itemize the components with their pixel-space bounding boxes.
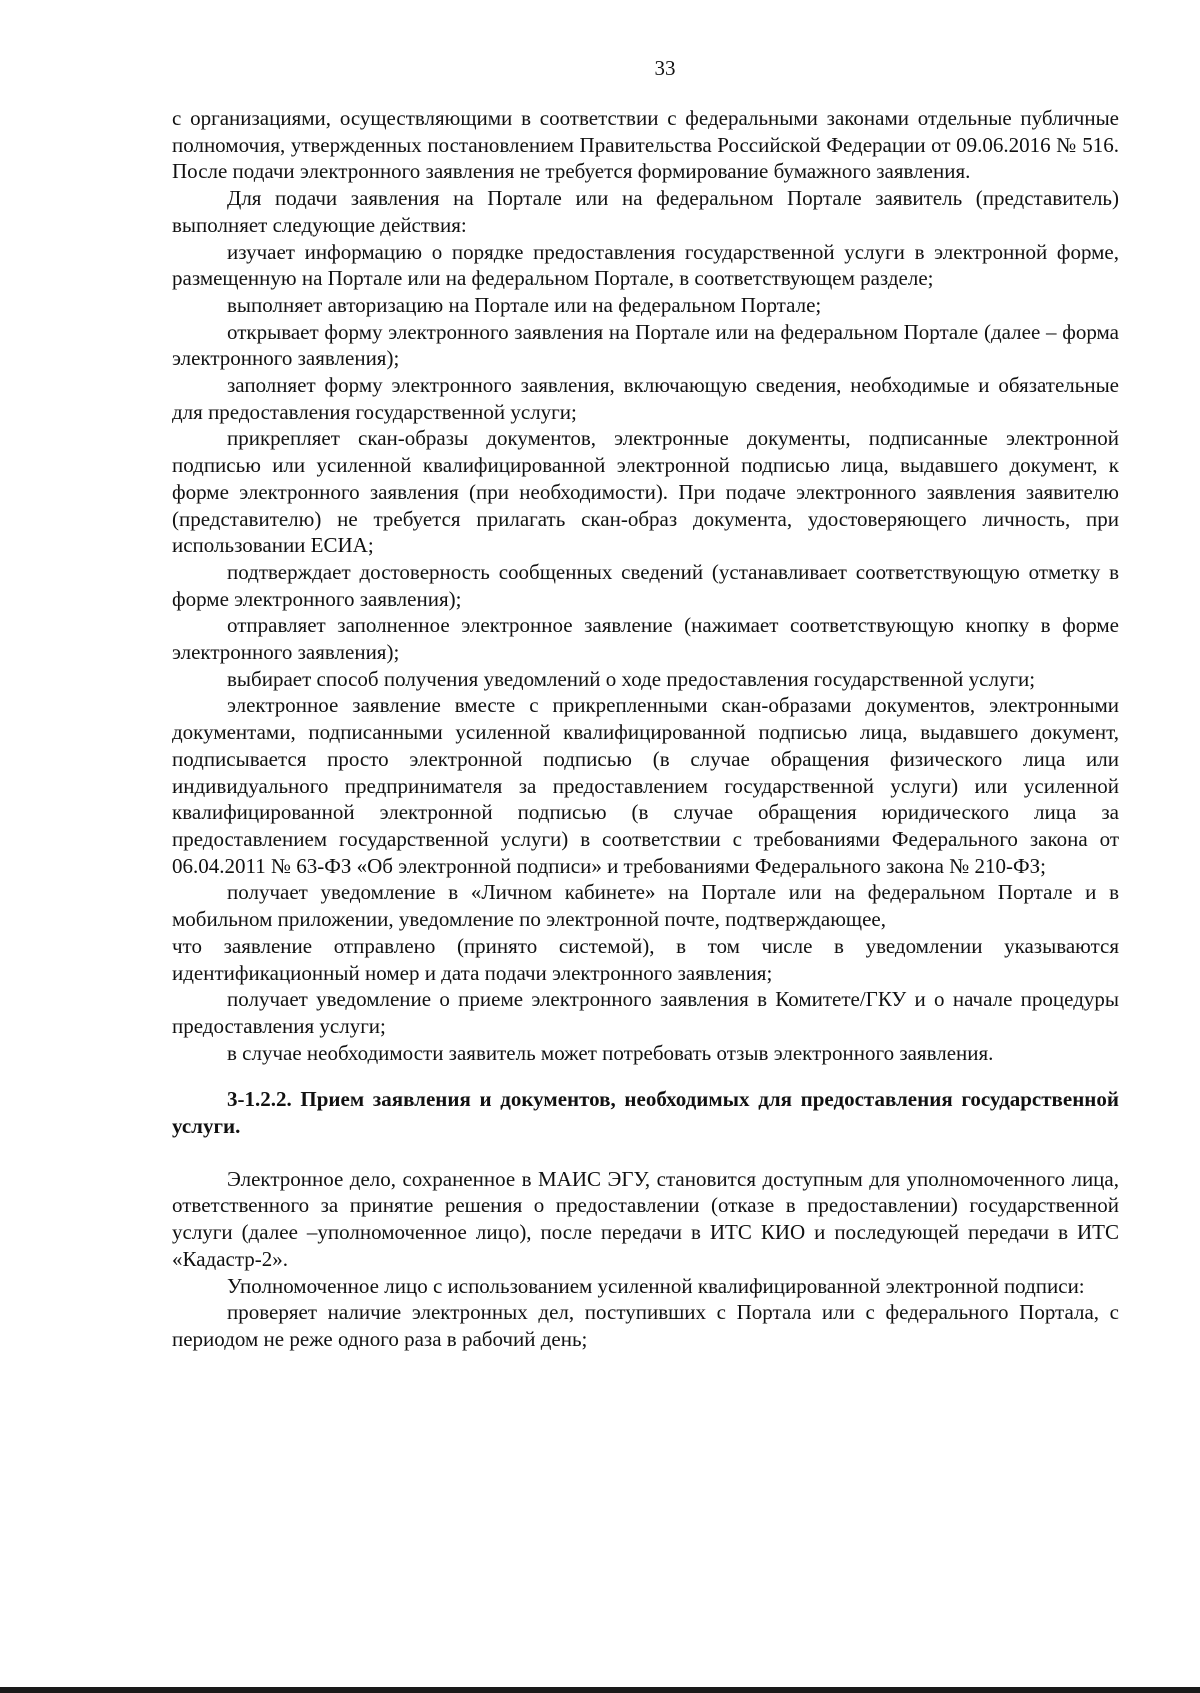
page-number: 33 [654,56,676,80]
section-heading: 3-1.2.2. Прием заявления и документов, необходимых для предоставления государственной услуги. [172,1087,1119,1139]
page-bottom-edge [0,1687,1200,1693]
paragraph: прикрепляет скан-образы документов, электронные документы, подписанные электронной подписью или усиленной квалифицированной электронной подписью лица, выдавшего документ, к форме электронного заявления (при необходимости). При подаче электронного заявления заявителю (представителю) не требуется прилагать скан-образ документа, удостоверяющего личность, при использовании ЕСИА; [172,426,1119,558]
paragraph: отправляет заполненное электронное заявление (нажимает соответствующую кнопку в форме электронного заявления); [172,613,1119,665]
paragraph: открывает форму электронного заявления на Портале или на федеральном Портале (далее – форма электронного заявления); [172,319,1119,371]
paragraph: проверяет наличие электронных дел, поступивших с Портала или с федерального Портала, с периодом не реже одного раза в рабочий день; [172,1300,1119,1351]
paragraph: изучает информацию о порядке предоставления государственной услуги в электронной форме, размещенную на Портале или на федеральном Портале, в соответствующем разделе; [172,239,1119,291]
paragraph: электронное заявление вместе с прикрепленными скан-образами документов, электронными документами, подписанными усиленной квалифицированной подписью лица, выдавшего документ, подписывается просто электронной подписью (в случае обращения физического лица или индивидуального предпринимателя за предоставлением государственной услуги) или усиленной квалифицированной электронной подписью (в случае обращения юридического лица за предоставлением государственной услуги) в соответствии с требованиями Федерального закона от 06.04.2011 № 63-ФЗ «Об электронной подписи» и требованиями Федерального закона № 210-ФЗ; [172,693,1119,878]
paragraph: что заявление отправлено (принято системой), в том числе в уведомлении указываются идентификационный номер и дата подачи электронного заявления; [172,933,1119,985]
document-body [172,105,1119,1353]
paragraph: Для подачи заявления на Портале или на федеральном Портале заявитель (представитель) выполняет следующие действия: [172,186,1119,237]
paragraph: Электронное дело, сохраненное в МАИС ЭГУ, становится доступным для уполномоченного лица, ответственного за принятие решения о предоставлении (отказе в предоставлении) государственной услуги (далее –уполномоченное лицо), после передачи в ИТС КИО и последующей передачи в ИТС «Кадастр-2». [172,1166,1119,1271]
paragraph: получает уведомление в «Личном кабинете» на Портале или на федеральном Портале и в мобильном приложении, уведомление по электронной почте, подтверждающее, [172,880,1119,932]
paragraph: заполняет форму электронного заявления, включающую сведения, необходимые и обязательные для предоставления государственной услуги; [172,373,1119,424]
paragraph: Уполномоченное лицо с использованием усиленной квалифицированной электронной подписи: [227,1273,1085,1298]
paragraph: выбирает способ получения уведомлений о ходе предоставления государственной услуги; [227,666,1036,691]
paragraph: в случае необходимости заявитель может потребовать отзыв электронного заявления. [227,1040,994,1065]
paragraph: получает уведомление о приеме электронного заявления в Комитете/ГКУ и о начале процедуры предоставления услуги; [172,987,1119,1038]
paragraph: выполняет авторизацию на Портале или на федеральном Портале; [227,292,822,317]
paragraph: подтверждает достоверность сообщенных сведений (устанавливает соответствующую отметку в форме электронного заявления); [172,559,1119,611]
paragraph: с организациями, осуществляющими в соответствии с федеральными законами отдельные публичные полномочия, утвержденных постановлением Правительства Российской Федерации от 09.06.2016 № 516. После подачи электронного заявления не требуется формирование бумажного заявления. [172,106,1119,184]
